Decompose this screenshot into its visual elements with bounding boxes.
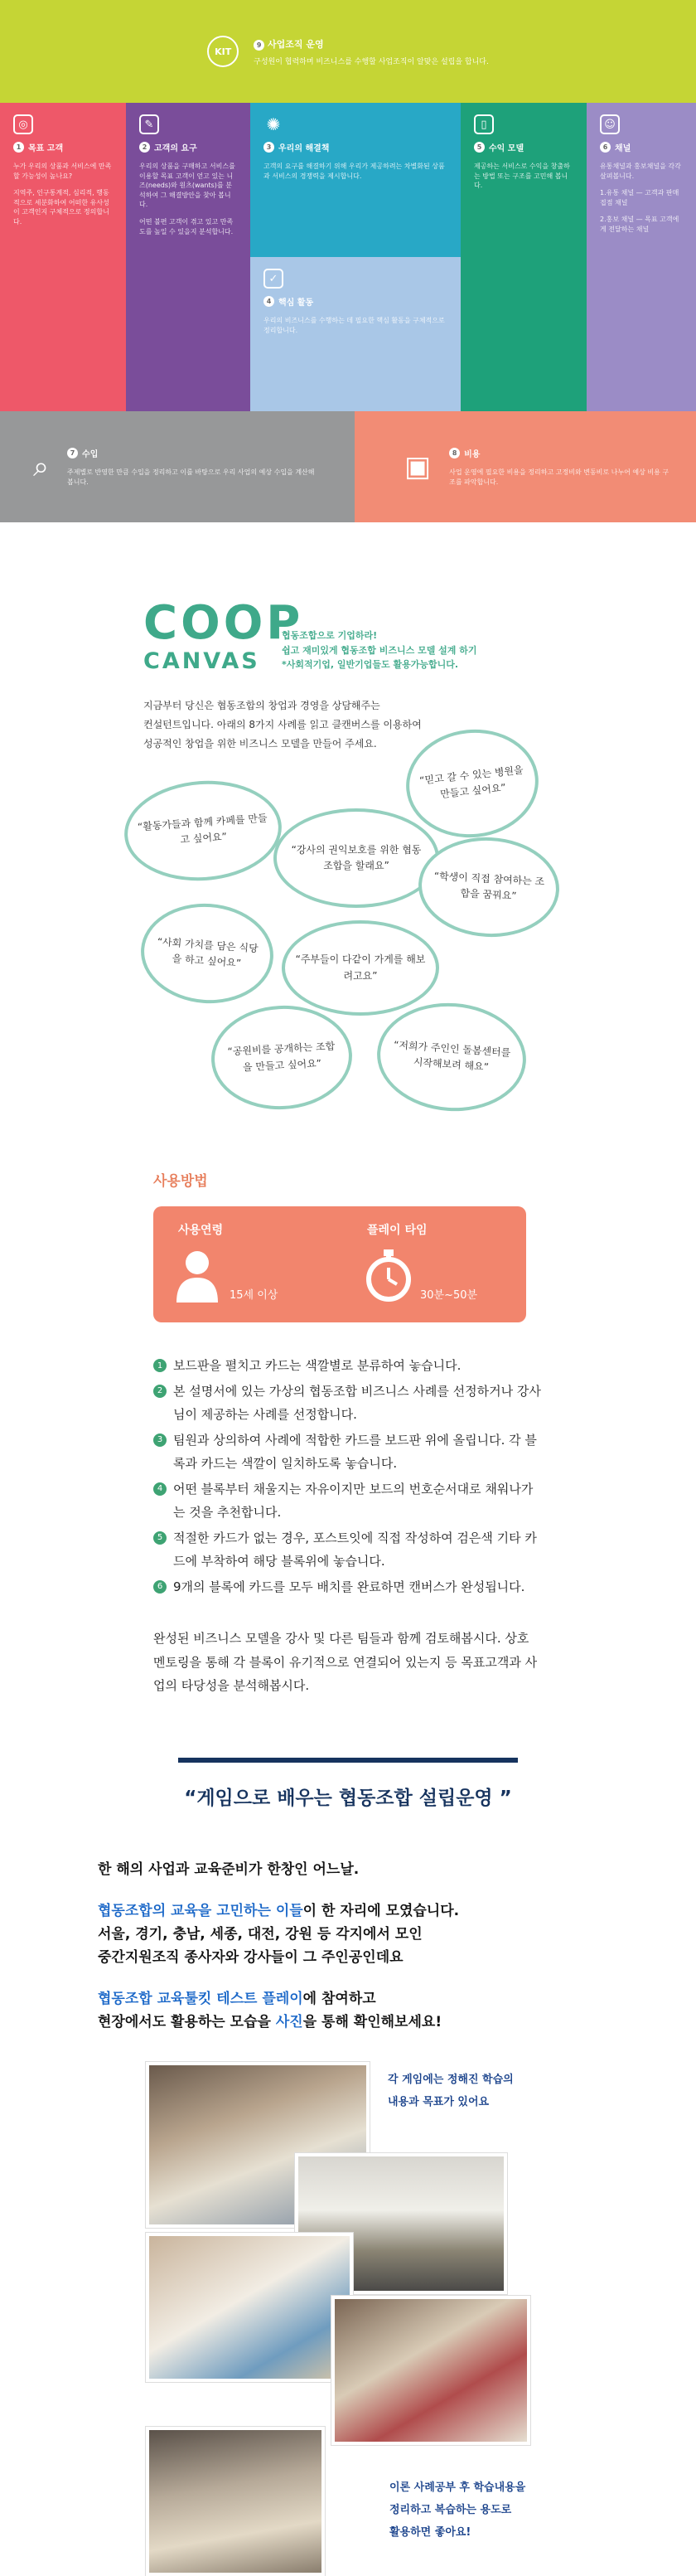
- block-solution: [250, 103, 461, 257]
- logo-line-2: CANVAS: [143, 648, 260, 674]
- intro-line: 컨설턴트입니다. 아래의 8가지 사례를 읽고 클캔버스를 이용하여: [143, 718, 422, 730]
- game-title: “게임으로 배우는 협동조합 설립운영 ”: [184, 1787, 512, 1809]
- caption-line: 이론 사례공부 후 학습내용을: [389, 2481, 526, 2494]
- step-number: 2: [153, 1385, 167, 1398]
- block-text: 주제별로 반영한 만큼 수입을 정리하고 이를 바탕으로 우리 사업의 예상 수입을 계산해 봅니다.: [67, 468, 315, 486]
- step-text: 본 설명서에 있는 가상의 협동조합 비즈니스 사례를 선정하거나 강사님이 제공하는 사례를 선정합니다.: [173, 1383, 541, 1422]
- highlight-text: 협동조합 교육툴킷 테스트 플레이: [98, 1990, 303, 2007]
- block-income: [0, 411, 355, 522]
- game-section: [0, 1698, 696, 2576]
- text-span: 에 참여하고: [302, 1990, 376, 2007]
- block-title: 수입: [82, 449, 99, 459]
- target-icon: ◎: [13, 114, 33, 134]
- step-text: 어떤 블록부터 채울지는 자유이지만 보드의 번호순서대로 채워나가는 것을 추천합니다.: [173, 1481, 534, 1520]
- block-cost: [355, 411, 696, 522]
- person-icon: [175, 1249, 220, 1306]
- block-title: 핵심 활동: [278, 298, 314, 308]
- usage-step: [153, 1354, 543, 1378]
- title-bar: [178, 1758, 518, 1763]
- subtitle-line: 협동조합으로 기업하라!: [282, 630, 378, 641]
- speech-bubble: “강사의 권익보호를 위한 협동조합을 할래요”: [273, 808, 439, 908]
- banner-text: 구성원이 협력하며 비즈니스를 수행할 사업조직이 알맞은 설립을 합니다.: [254, 57, 489, 66]
- game-text-line: 한 해의 사업과 교육준비가 한창인 어느날.: [98, 1860, 360, 1878]
- caption-line: 각 게임에는 정해진 학습의: [388, 2073, 514, 2086]
- text-span: 을 통해 확인해보세요!: [302, 2013, 442, 2030]
- phone-icon: ▯: [474, 114, 494, 134]
- step-text: 9개의 블록에 카드를 모두 배치를 완료하면 캔버스가 완성됩니다.: [173, 1579, 525, 1594]
- block-number: 1: [13, 142, 24, 153]
- photo-caption: [389, 2477, 525, 2544]
- block-text: 지역주, 인구통계적, 심리적, 행동적으로 세분화하여 어떠한 유사성이 고객인지 구체적으로 정의합니다.: [13, 189, 109, 226]
- intro-line: 성공적인 창업을 위한 비즈니스 모델을 만들어 주세요.: [143, 737, 377, 750]
- usage-step: [153, 1429, 543, 1476]
- game-text-line: 중간지원조직 종사자와 강사들이 그 주인공인데요: [98, 1948, 404, 1966]
- age-label: 사용연령: [178, 1224, 224, 1237]
- block-title: 수익 모델: [489, 144, 524, 153]
- step-number: 1: [153, 1359, 167, 1372]
- block-number: 4: [263, 296, 274, 307]
- coop-subtitle: [282, 628, 477, 672]
- workshop-photo: [331, 2296, 530, 2445]
- workshop-photo: [146, 2233, 353, 2382]
- step-number: 6: [153, 1580, 167, 1594]
- subtitle-line: 쉽고 재미있게 협동조합 비즈니스 모델 설계 하기: [282, 644, 477, 656]
- block-core-activity: [250, 257, 461, 411]
- block-text: 고객의 요구를 해결하기 위해 우리가 제공하려는 차별화된 상품과 서비스의 경쟁력을 제시합니다.: [263, 163, 445, 180]
- speech-bubble: “사회 가치를 담은 식당을 하고 싶어요”: [138, 900, 277, 1008]
- kit-logo: KIT: [207, 36, 239, 67]
- speech-bubble: “믿고 갈 수 있는 병원을 만들고 싶어요”: [401, 723, 544, 844]
- search-icon: ⌕: [33, 450, 50, 483]
- game-text-line: 서울, 경기, 충남, 세종, 대전, 강원 등 각지에서 모인: [98, 1925, 423, 1943]
- block-number: 7: [67, 448, 78, 458]
- highlight-text: 사진: [275, 2013, 303, 2030]
- business-canvas: [0, 0, 696, 522]
- block-text: 우리의 비즈니스를 수행하는 데 필요한 핵심 활동을 구체적으로 정리합니다.: [263, 317, 445, 334]
- game-description: [0, 1858, 696, 2034]
- game-text-line: [98, 1987, 696, 2011]
- usage-step: [153, 1477, 543, 1525]
- game-header: [0, 1758, 696, 1810]
- block-text: 어떤 불편 고객이 겪고 있고 만족도를 높일 수 있을지 분석합니다.: [139, 217, 234, 235]
- banner-number: 9: [254, 40, 264, 51]
- step-text: 보드판을 펼치고 카드는 색깔별로 분류하여 놓습니다.: [173, 1358, 462, 1373]
- block-channel: [587, 103, 696, 411]
- text-span: 현장에서도 활용하는 모습을: [98, 2013, 276, 2030]
- block-title: 비용: [464, 449, 481, 459]
- caption-line: 내용과 목표가 있어요: [388, 2096, 490, 2109]
- block-target-customer: [0, 103, 126, 411]
- block-number: 3: [263, 142, 274, 153]
- block-text: 1.유통 채널 — 고객과 판매 접점 채널: [600, 189, 679, 206]
- stopwatch-icon: [364, 1248, 413, 1306]
- play-info-card: [153, 1206, 526, 1322]
- canvas-banner: [0, 0, 696, 103]
- block-title: 채널: [615, 144, 631, 153]
- workshop-photo: [146, 2427, 325, 2576]
- coop-canvas-section: [0, 522, 696, 1169]
- block-title: 우리의 해결책: [278, 144, 330, 153]
- block-number: 5: [474, 142, 485, 153]
- usage-step: [153, 1526, 543, 1574]
- speech-bubbles: [0, 764, 696, 1119]
- usage-step: [153, 1380, 543, 1427]
- block-number: 6: [600, 142, 611, 153]
- bulb-icon: ✺: [266, 114, 281, 134]
- block-title: 고객의 요구: [154, 144, 197, 153]
- highlight-text: 협동조합의 교육을 고민하는 이들: [98, 1902, 303, 1919]
- step-number: 5: [153, 1531, 167, 1545]
- game-text-line: [98, 1899, 696, 1923]
- intro-line: 지금부터 당신은 협동조합의 창업과 경영을 상담해주는: [143, 700, 380, 711]
- text-span: 이 한 자리에 모였습니다.: [302, 1902, 460, 1919]
- step-text: 적절한 카드가 없는 경우, 포스트잇에 직접 작성하여 검은색 기타 카드에 부착하여 해당 블록위에 놓습니다.: [173, 1530, 537, 1569]
- note-icon: ✎: [139, 114, 159, 134]
- chat-icon: ✓: [263, 269, 283, 289]
- speech-bubble: “공원비를 공개하는 조합을 만들고 싶어요”: [209, 1002, 355, 1113]
- speech-bubble: “주부들이 다같이 가게를 해보려고요”: [282, 920, 439, 1016]
- logo-line-1: COOP: [143, 596, 304, 650]
- block-text: 제공하는 서비스로 수익을 창출하는 방법 또는 구조를 고민해 봅니다.: [474, 163, 570, 190]
- smile-icon: ☺: [600, 114, 620, 134]
- banner-title: 사업조직 운영: [267, 38, 324, 50]
- age-value: 15세 이상: [230, 1289, 278, 1302]
- photo-caption: [388, 2069, 514, 2114]
- game-text-line: [98, 2011, 696, 2034]
- speech-bubble: “저희가 주인인 돌봄센터를 시작해보려 해요”: [374, 998, 530, 1116]
- step-number: 4: [153, 1482, 167, 1496]
- block-title: 목표 고객: [28, 144, 64, 153]
- caption-line: 정리하고 복습하는 용도로: [389, 2504, 512, 2517]
- block-text: 유통채널과 홍보채널을 각각 살펴봅니다.: [600, 163, 681, 180]
- block-text: 사업 운영에 필요한 비용을 정리하고 고정비와 변동비로 나누어 예상 비용 구조를 파악합니다.: [449, 468, 669, 486]
- playtime-label: 플레이 타임: [367, 1224, 428, 1237]
- block-text: 2.홍보 채널 — 목표 고객에게 전달하는 채널: [600, 216, 679, 233]
- caption-line: 활용하면 좋아요!: [389, 2526, 471, 2540]
- wallet-icon: ▣: [404, 450, 432, 483]
- block-number: 2: [139, 142, 150, 153]
- step-number: 3: [153, 1434, 167, 1447]
- speech-bubble: “활동가들과 함께 카페를 만들고 싶어요”: [121, 776, 285, 886]
- usage-conclusion: 완성된 비즈니스 모델을 강사 및 다른 팀들과 함께 검토해봅시다. 상호 멘토링을 통해 각 블록이 유기적으로 연결되어 있는지 등 목표고객과 사업의 타당성을 분석해봅시다.: [153, 1631, 538, 1693]
- usage-steps: [153, 1354, 543, 1598]
- speech-bubble: “학생이 직접 참여하는 조합을 꿈꿔요”: [416, 834, 562, 941]
- block-text: 누가 우리의 상품과 서비스에 만족할 가능성이 높나요?: [13, 163, 112, 180]
- subtitle-line: *사회적기업, 일반기업들도 활용가능합니다.: [282, 659, 459, 671]
- step-text: 팀원과 상의하여 사례에 적합한 카드를 보드판 위에 올립니다. 각 블록과 카드는 색깔이 일치하도록 놓습니다.: [173, 1432, 537, 1471]
- coop-canvas-logo: [143, 596, 304, 674]
- usage-section: [0, 1169, 696, 1698]
- usage-title: 사용방법: [153, 1173, 208, 1190]
- playtime-value: 30분~50분: [420, 1289, 478, 1302]
- block-text: 우리의 상품을 구매하고 서비스를 이용할 목표 고객이 얻고 있는 니즈(needs)와 원츠(wants)를 분석하여 그 해결방안을 찾아 봅니다.: [139, 163, 235, 209]
- workshop-photo-collage: [0, 2062, 696, 2576]
- usage-step: [153, 1575, 543, 1599]
- block-customer-needs: [126, 103, 250, 411]
- block-number: 8: [449, 448, 460, 458]
- block-revenue-model: [461, 103, 587, 411]
